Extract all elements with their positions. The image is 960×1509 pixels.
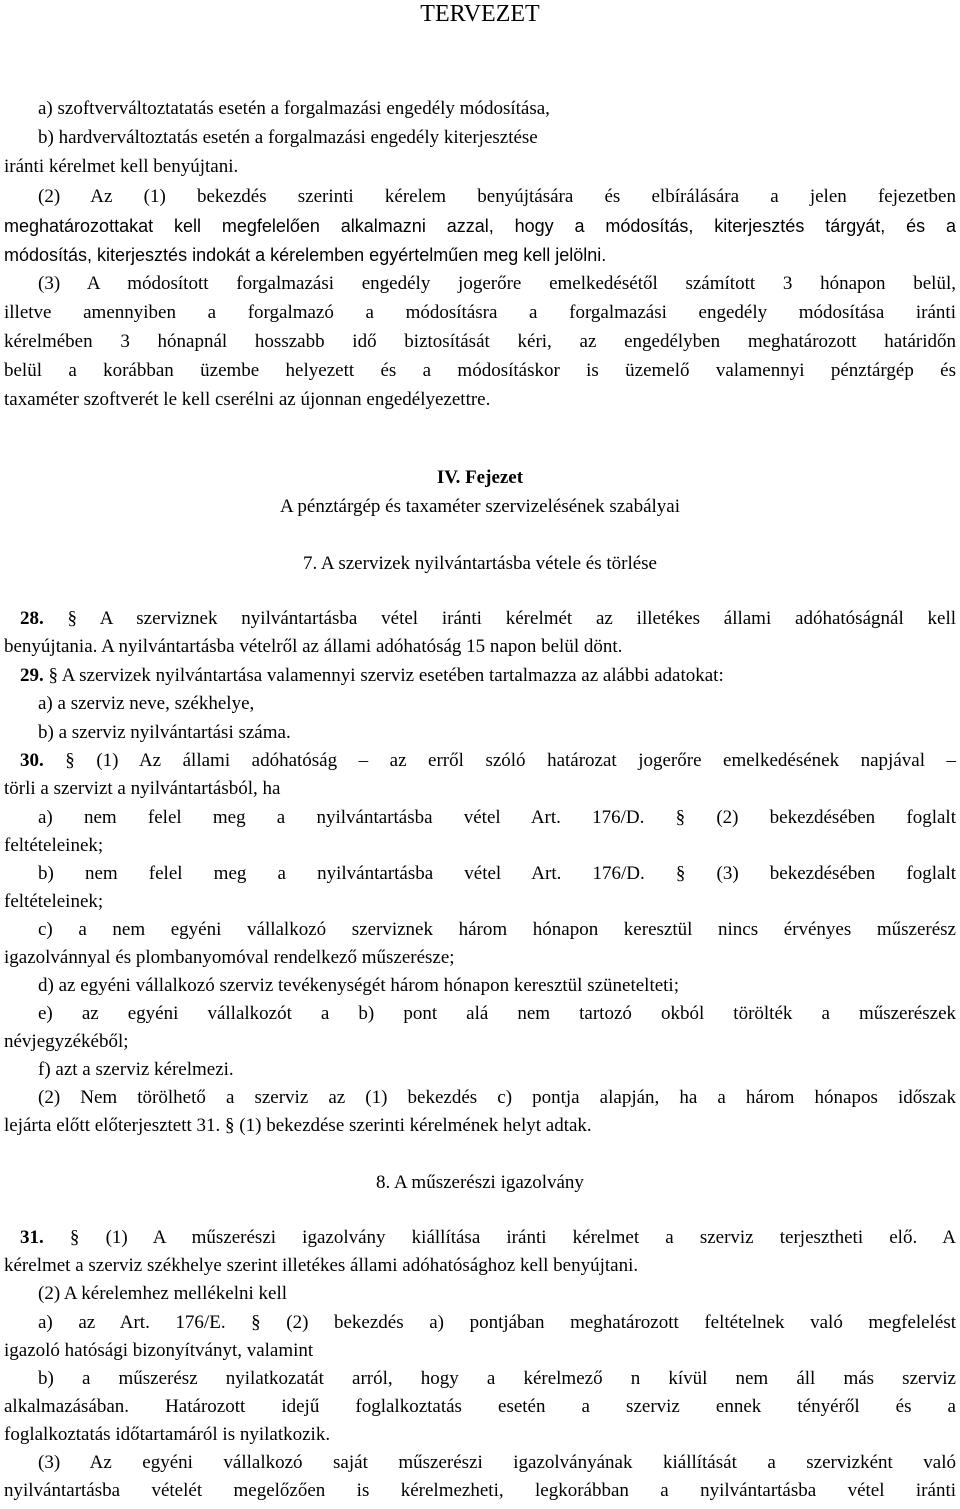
paragraph-line: meghatározottakat kell megfelelően alkalmazni azzal, hogy a módosítás, kiterjesztés tárgyát, és a <box>4 216 956 236</box>
paragraph-sign: § <box>65 750 75 771</box>
text-line: feltételeinek; <box>4 835 104 856</box>
text-line: törli a szervizt a nyilvántartásból, ha <box>4 778 281 799</box>
section-number: 30. <box>20 750 44 771</box>
document-title: TERVEZET <box>420 1 540 27</box>
paragraph-line: taxaméter szoftverét le kell cserélni az újonnan engedélyezettre. <box>4 389 491 410</box>
paragraph-line: (2) Nem törölhető a szerviz az (1) bekezdés c) pontja alapján, ha a három hónapos időszak <box>38 1087 956 1108</box>
chapter-number: IV. Fejezet <box>436 467 524 488</box>
text-line: lejárta előtt előterjesztett 31. § (1) bekezdése szerinti kérelmének helyt adtak. <box>4 1115 592 1136</box>
text-line: (1) A műszerészi igazolvány kiállítása iránti kérelmet a szerviz terjesztheti elő. A <box>105 1227 957 1248</box>
text-line: benyújtania. A nyilvántartásba vételről az állami adóhatóság 15 napon belül dönt. <box>4 636 623 657</box>
item-d: d) az egyéni vállalkozó szerviz tevékenységét három hónapon keresztül szünetelteti; <box>38 975 679 996</box>
section-31-line-1 <box>20 1227 956 1249</box>
text-line: igazolvánnyal és plombanyomóval rendelkező műszerésze; <box>4 947 455 968</box>
chapter-title: A pénztárgép és taxaméter szervizelésének szabályai <box>279 496 681 517</box>
paragraph-line: (3) A módosított forgalmazási engedély jogerőre emelkedésétől számított 3 hónapon belül, <box>38 273 956 294</box>
section-29-line-1 <box>20 665 956 687</box>
text-line: (1) Az állami adóhatóság – az erről szóló határozat jogerőre emelkedésének napjával – <box>96 750 956 771</box>
text-line: iránti kérelmet kell benyújtani. <box>4 156 239 177</box>
item-c: c) a nem egyéni vállalkozó szerviznek három hónapon keresztül nincs érvényes műszerész <box>38 919 956 940</box>
section-heading: 7. A szervizek nyilvántartásba vétele és törlése <box>302 553 657 574</box>
item-a: a) nem felel meg a nyilvántartásba vétel Art. 176/D. § (2) bekezdésében foglalt <box>38 807 956 828</box>
paragraph-sign: § <box>48 665 58 686</box>
section-number: 31. <box>20 1227 44 1248</box>
item-b: b) a műszerész nyilatkozatát arról, hogy a kérelmező n kívül nem áll más szerviz <box>38 1368 956 1389</box>
text-line: névjegyzékéből; <box>4 1031 129 1052</box>
paragraph-line: módosítás, kiterjesztés indokát a kérelemben egyértelműen meg kell jelölni. <box>4 245 607 265</box>
item-e: e) az egyéni vállalkozót a b) pont alá nem tartozó okból törölték a műszerészek <box>38 1003 956 1024</box>
item-b: b) a szerviz nyilvántartási száma. <box>38 722 291 743</box>
paragraph-sign: § <box>69 1227 80 1248</box>
paragraph-line: (3) Az egyéni vállalkozó saját műszerészi igazolványának kiállítását a szervizként való <box>38 1452 956 1473</box>
section-30-line-1 <box>20 750 956 772</box>
item-a: a) az Art. 176/E. § (2) bekezdés a) pontjában meghatározott feltételnek való megfelelést <box>38 1312 956 1333</box>
text-line: alkalmazásában. Határozott idejű foglalkoztatás esetén a szerviz ennek tényéről és a <box>4 1396 956 1417</box>
item-a: a) szoftverváltoztatatás esetén a forgalmazási engedély módosítása, <box>38 98 550 119</box>
paragraph-sign: § <box>67 608 78 629</box>
paragraph-line: belül a korábban üzembe helyezett és a módosításkor is üzemelő valamennyi pénztárgép és <box>4 360 956 381</box>
section-number: 28. <box>20 608 44 629</box>
text-line: feltételeinek; <box>4 891 104 912</box>
item-a: a) a szerviz neve, székhelye, <box>38 693 255 714</box>
item-f: f) azt a szerviz kérelmezi. <box>38 1059 234 1080</box>
paragraph-line: (2) A kérelemhez mellékelni kell <box>38 1283 288 1304</box>
item-b: b) nem felel meg a nyilvántartásba vétel Art. 176/D. § (3) bekezdésében foglalt <box>38 863 956 884</box>
paragraph-line: kérelmében 3 hónapnál hosszabb idő biztosítását kéri, az engedélyben meghatározott határidőn <box>4 331 956 352</box>
section-28-line-1 <box>20 608 956 630</box>
text-line: A szerviznek nyilvántartásba vétel iránti kérelmét az illetékes állami adóhatóságnál kell <box>99 608 957 629</box>
text-line: kérelmet a szerviz székhelye szerint illetékes állami adóhatósághoz kell benyújtani. <box>4 1255 639 1276</box>
paragraph-line: illetve amennyiben a forgalmazó a módosításra a forgalmazási engedély módosítása iránti <box>4 302 956 323</box>
text-line: A szervizek nyilvántartása valamennyi szerviz esetében tartalmazza az alábbi adatokat: <box>61 665 724 686</box>
text-line: igazoló hatósági bizonyítványt, valamint <box>4 1340 314 1361</box>
text-line: foglalkoztatás időtartamáról is nyilatkozik. <box>4 1424 331 1445</box>
paragraph-line: (2) Az (1) bekezdés szerinti kérelem benyújtására és elbírálására a jelen fejezetben <box>38 186 956 207</box>
item-b: b) hardverváltoztatás esetén a forgalmazási engedély kiterjesztése <box>38 127 538 148</box>
section-heading: 8. A műszerészi igazolvány <box>376 1172 584 1193</box>
section-number: 29. <box>20 665 44 686</box>
text-line: nyilvántartásba vételét megelőzően is kérelmezheti, legkorábban a nyilvántartásba vétel iránti <box>4 1480 956 1501</box>
